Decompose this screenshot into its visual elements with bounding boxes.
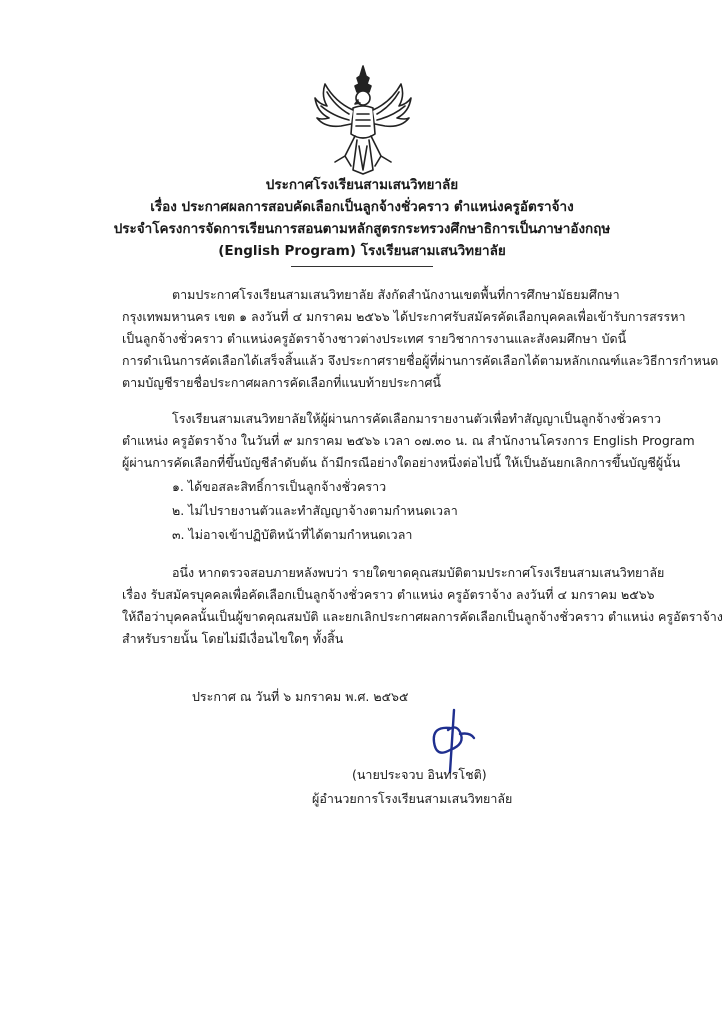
paragraph-1-line: กรุงเทพมหานคร เขต ๑ ลงวันที่ ๔ มกราคม ๒๕๖๖ ได้ประกาศรับสมัครคัดเลือกบุคคลเพื่อเข้ารับการสรรหา [122, 309, 686, 324]
paragraph-3-line: เรื่อง รับสมัครบุคคลเพื่อคัดเลือกเป็นลูกจ้างชั่วคราว ตำแหน่ง ครูอัตราจ้าง ลงวันที่ ๔ มกราคม ๒๕๖๖ [122, 587, 655, 602]
garuda-emblem-icon [311, 62, 415, 176]
signer-position: ผู้อำนวยการโรงเรียนสามเสนวิทยาลัย [312, 791, 513, 806]
paragraph-3-line: อนึ่ง หากตรวจสอบภายหลังพบว่า รายใดขาดคุณสมบัติตามประกาศโรงเรียนสามเสนวิทยาลัย [172, 565, 665, 580]
paragraph-1-line: ตามประกาศโรงเรียนสามเสนวิทยาลัย สังกัดสำนักงานเขตพื้นที่การศึกษามัธยมศึกษา [172, 287, 620, 302]
announcement-title: ประกาศโรงเรียนสามเสนวิทยาลัย [265, 177, 459, 193]
announcement-subject: เรื่อง ประกาศผลการสอบคัดเลือกเป็นลูกจ้างชั่วคราว ตำแหน่งครูอัตราจ้าง [150, 199, 574, 215]
paragraph-1-line: การดำเนินการคัดเลือกได้เสร็จสิ้นแล้ว จึงประกาศรายชื่อผู้ที่ผ่านการคัดเลือกได้ตามหลักเกณฑ์และวิธีการกำหนด [122, 353, 719, 368]
list-item: ๓. ไม่อาจเข้าปฏิบัติหน้าที่ได้ตามกำหนดเวลา [172, 527, 413, 542]
paragraph-3-line: ให้ถือว่าบุคคลนั้นเป็นผู้ขาดคุณสมบัติ และยกเลิกประกาศผลการคัดเลือกเป็นลูกจ้างชั่วคราว ตำแหน่ง ครูอัตราจ้าง [122, 609, 723, 624]
paragraph-2-line: ผู้ผ่านการคัดเลือกที่ขึ้นบัญชีลำดับต้น ถ้ามีกรณีอย่างใดอย่างหนึ่งต่อไปนี้ ให้เป็นอันยกเลิกการขึ้นบัญชีผู้นั้น [122, 455, 681, 470]
announcement-project: ประจำโครงการจัดการเรียนการสอนตามหลักสูตรกระทรวงศึกษาธิการเป็นภาษาอังกฤษ [113, 221, 611, 237]
paragraph-1-line: เป็นลูกจ้างชั่วคราว ตำแหน่งครูอัตราจ้างชาวต่างประเทศ รายวิชาการงานและสังคมศึกษา บัดนี้ [122, 331, 627, 346]
paragraph-1-line: ตามบัญชีรายชื่อประกาศผลการคัดเลือกที่แนบท้ายประกาศนี้ [122, 375, 441, 390]
heading-divider [291, 266, 433, 267]
signer-name: (นายประจวบ อินทรโชติ) [352, 767, 487, 782]
paragraph-2-line: โรงเรียนสามเสนวิทยาลัยให้ผู้ผ่านการคัดเลือกมารายงานตัวเพื่อทำสัญญาเป็นลูกจ้างชั่วคราว [172, 411, 662, 426]
paragraph-3-line: สำหรับรายนั้น โดยไม่มีเงื่อนไขใดๆ ทั้งสิ้น [122, 631, 344, 646]
list-item: ๑. ได้ขอสละสิทธิ์การเป็นลูกจ้างชั่วคราว [172, 479, 387, 494]
list-item: ๒. ไม่ไปรายงานตัวและทำสัญญาจ้างตามกำหนดเวลา [172, 503, 458, 518]
paragraph-2-line: ตำแหน่ง ครูอัตราจ้าง ในวันที่ ๙ มกราคม ๒๕๖๖ เวลา ๐๗.๓๐ น. ณ สำนักงานโครงการ English Program [122, 433, 695, 448]
announcement-date: ประกาศ ณ วันที่ ๖ มกราคม พ.ศ. ๒๕๖๕ [192, 689, 409, 704]
announcement-program: (English Program) โรงเรียนสามเสนวิทยาลัย [218, 243, 506, 259]
